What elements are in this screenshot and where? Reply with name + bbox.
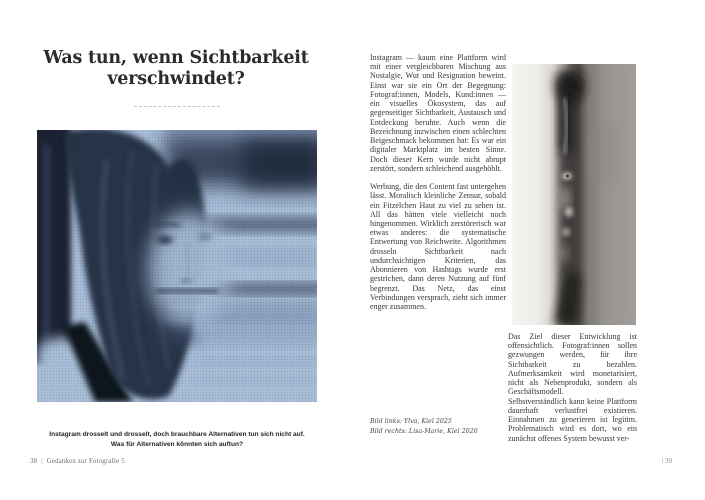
book-title: Gedanken zur Fotografie 5 [46, 458, 125, 465]
image-credit-line2: Bild rechts: Lisa-Marie, Kiel 2020 [370, 427, 478, 435]
footer-divider: | [662, 458, 664, 465]
dark-portrait-art [512, 64, 636, 325]
chapter-title-line2: verschwindet? [107, 69, 245, 90]
right-page [352, 0, 705, 500]
portrait-photo-dark-blur [512, 64, 636, 325]
image-credits [370, 417, 520, 437]
footer-divider: | [41, 458, 43, 465]
left-page-footer [30, 458, 125, 465]
chapter-title [26, 48, 326, 91]
body-column-1 [370, 53, 506, 311]
body-paragraph-3: Das Ziel dieser Entwicklung ist offensichtlich. Fotograf:innen sollen gezwungen werden, für ihre Sichtbarkeit zu bezahlen. Aufmerksamkeit wird monetarisiert, nicht als Nebenprodukt, sondern als Geschäftsmodell. [508, 332, 637, 397]
body-paragraph-2: Werbung, die den Content fast untergehen lässt. Moralisch kleinliche Zensur, sobald ein Fitzelchen Haut zu viel zu sehen ist. All das hätten viele vielleicht noch hingenommen. Wirklich zerstörerisch war etwas anderes: die systematische Entwertung von Reichweite. Algorithmen drosseln Sichtbarkeit nach undurchsichtigen Kriterien, das Abonnieren von Hashtags wurde erst gestrichen, dann deren Nutzung auf fünf begrenzt. Das Netz, das einst Verbindungen versprach, zieht sich immer enger zusammen. [370, 182, 506, 312]
chapter-title-line1: Was tun, wenn Sichtbarkeit [43, 48, 309, 68]
image-credit-line1: Bild links: Ylva, Kiel 2025 [370, 418, 452, 425]
portrait-photo-blue-duotone [37, 130, 317, 402]
photo-caption-left-line1: Instagram drosselt und drosselt, doch brauchbare Alternativen tun sich nicht auf. [49, 431, 305, 438]
photo-caption-left-line2: Was für Alternativen könnten sich auftun? [110, 440, 244, 448]
blue-portrait-art [37, 130, 317, 402]
body-paragraph-1: Instagram — kaum eine Plattform wird mit einer vergleichbaren Mischung aus Nostalgie, Wut und Resignation beweint. Einst war sie ein Ort der Begegnung: Fotograf:innen, Models, Kund:innen — ein visuelles Ökosystem, das auf gegenseitiger Sichtbarkeit, Austausch und Entdeckung beruhte. Auch wenn die Bezeichnung inzwischen einen schlechten Beigeschmack bekommen hat: Es war ein digitaler Marktplatz im besten Sinne. Doch dieser Kern wurde nicht abrupt zerstört, sondern schleichend ausgehöhlt. [370, 53, 506, 173]
left-page [0, 0, 352, 500]
title-divider [134, 106, 220, 107]
right-page-number: 39 [665, 458, 672, 465]
left-page-number: 38 [30, 458, 38, 465]
body-column-2 [508, 332, 637, 443]
right-page-footer [640, 458, 672, 465]
photo-caption-left [27, 430, 327, 450]
body-paragraph-4: Selbstverständlich kann keine Plattform dauerhaft verlustfrei existieren. Einnahmen zu generieren ist legitim. Problematisch wird es dort, wo ein zunächst offenes System bewusst ver- [508, 396, 637, 443]
